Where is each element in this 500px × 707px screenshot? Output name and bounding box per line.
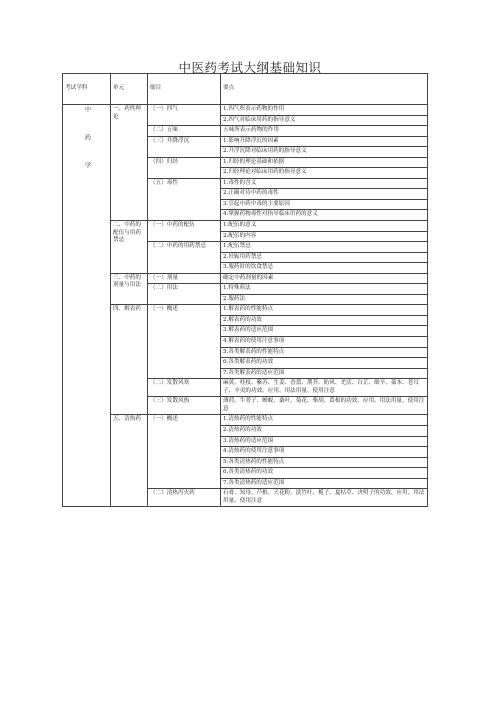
item-cell: （二）清热泻火药 [148,489,221,507]
point-cell: 1.影响升降浮沉的因素 [221,136,428,147]
unit-cell: 一、药性理论 [111,105,148,221]
point-cell: 石膏、知母、芦根、天花粉、淡竹叶、栀子、夏枯草、决明子的功效、应用、用法用量、使用注意 [221,489,428,507]
point-cell: 3.引起中药中毒的主要原因 [221,199,428,210]
point-cell: 7.各类解表药的适应范围 [221,368,428,379]
point-cell: 6.各类解表药的功效 [221,358,428,369]
unit-cell: 二、中药的配伍与用药禁忌 [111,221,148,274]
item-cell: （四）归经 [148,157,221,178]
point-cell: 2.妊娠用药禁忌 [221,252,428,263]
point-cell: 2.解表药的功效 [221,315,428,326]
item-cell: （一）中药的配伍 [148,221,221,242]
subject-label: 中药学 [83,106,91,190]
document-title: 中医药考试大纲基础知识 [178,60,322,75]
point-cell: 2.归经理论对临床用药的指导意义 [221,168,428,179]
syllabus-table [62,73,428,507]
table-row [63,305,428,316]
point-cell: 4.解表药的使用注意事项 [221,337,428,348]
header-unit: 单元 [111,74,148,105]
item-cell: （三）发散风热 [148,397,221,415]
point-cell: 1.配伍禁忌 [221,242,428,253]
item-cell: （一）概述 [148,305,221,379]
table-row [63,415,428,426]
item-cell: （二）五味 [148,126,221,137]
header-item: 细目 [148,74,221,105]
point-cell: 1.解表药的性能特点 [221,305,428,316]
point-cell: 1.清热药的性能特点 [221,415,428,426]
point-cell: 4.掌握药物毒性对指导临床用药的意义 [221,210,428,221]
point-cell: 2.升浮沉降对临床用药的指导意义 [221,147,428,158]
unit-cell: 三、中药的剂量与用法 [111,273,148,305]
point-cell: 1.配伍的意义 [221,221,428,232]
header-points: 要点 [221,74,428,105]
table-row [63,221,428,232]
point-cell: 2.配伍的内容 [221,231,428,242]
point-cell: 麻黄、桂枝、紫苏、生姜、香薷、荆芥、防风、羌活、白芷、细辛、藁本、苍耳子、辛夷的功效、应用、用法用量、使用注意 [221,379,428,397]
header-subject: 考试学科 [63,74,111,105]
unit-cell: 五、清热药 [111,415,148,507]
point-cell: 7.各类清热药的适应范围 [221,478,428,489]
item-cell: （二）发散风寒 [148,379,221,397]
point-cell: 1.归经的理论基础和依据 [221,157,428,168]
point-cell: 五味所表示药物的作用 [221,126,428,137]
point-cell: 4.清热药的使用注意事项 [221,447,428,458]
point-cell: 5.各类清热药的性能特点 [221,457,428,468]
point-cell: 2.正确对待中药的毒性 [221,189,428,200]
point-cell: 1.特殊煎法 [221,284,428,295]
table-row [63,105,428,116]
item-cell: （二）用法 [148,284,221,305]
item-cell: （一）概述 [148,415,221,489]
item-cell: （一）剂量 [148,273,221,284]
point-cell: 3.清热药的适应范围 [221,436,428,447]
unit-cell: 四、解表药 [111,305,148,415]
point-cell: 2.清热药的功效 [221,425,428,436]
table-row [63,273,428,284]
point-cell: 3.解表药的适应范围 [221,326,428,337]
point-cell: 5.各类解表药的性能特点 [221,347,428,358]
item-cell: （三）升降浮沉 [148,136,221,157]
point-cell: 1.四气所表示药物的作用 [221,105,428,116]
table-header-row [63,74,428,105]
point-cell: 1.毒性的含义 [221,178,428,189]
item-cell: （五）毒性 [148,178,221,220]
subject-cell [63,105,111,507]
point-cell: 3.服药时的饮食禁忌 [221,263,428,274]
point-cell: 2.四气对临床用药的指导意义 [221,115,428,126]
point-cell: 2.服药法 [221,294,428,305]
item-cell: （一）四气 [148,105,221,126]
point-cell: 薄荷、牛蒡子、蝉蜕、桑叶、菊花、柴胡、葛根的功效、应用、用法用量、使用注意 [221,397,428,415]
point-cell: 6.各类清热药的功效 [221,468,428,479]
item-cell: （二）中药的用药禁忌 [148,242,221,274]
point-cell: 确定中药剂量的因素 [221,273,428,284]
